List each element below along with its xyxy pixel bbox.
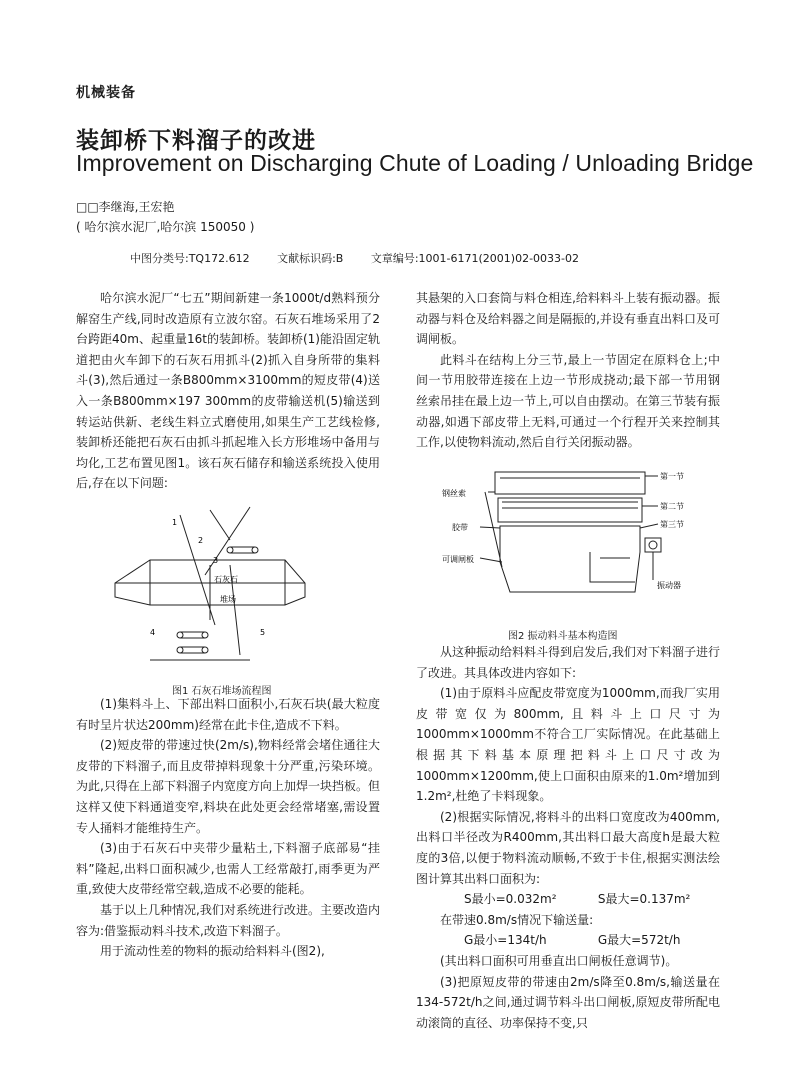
fig2-label-vibrator: 振动器 bbox=[657, 581, 681, 590]
figure-1-caption: 图1 石灰石堆场流程图 bbox=[172, 686, 272, 697]
formula-area bbox=[416, 889, 720, 910]
paragraph: 从这种振动给料料斗得到启发后,我们对下料溜子进行了改进。其具体改进内容如下: bbox=[416, 645, 720, 680]
figure-1-diagram bbox=[110, 505, 360, 675]
left-column-top bbox=[76, 288, 380, 494]
formula-s-min: S最小=0.032m² bbox=[464, 892, 557, 907]
fig1-number-3: 3 bbox=[213, 556, 219, 565]
figure-2-diagram bbox=[440, 462, 700, 622]
fig1-number-1: 1 bbox=[172, 518, 178, 527]
paragraph: (1)集料斗上、下部出料口面积小,石灰石块(最大粒度有时呈片状达200mm)经常在此卡住,造成不下料。 bbox=[76, 697, 380, 732]
fig1-number-2: 2 bbox=[198, 536, 204, 545]
paragraph: (2)根据实际情况,将料斗的出料口宽度改为400mm,出料口半径改为R400mm,其出料口最大高度h是最大粒度的3倍,以便于物料流动顺畅,不致于卡住,根据实测法绘图计算其出料口面积为: bbox=[416, 809, 720, 886]
formula-s-max: S最大=0.137m² bbox=[597, 892, 691, 907]
classification-line bbox=[130, 250, 603, 266]
article-title-cn: 装卸桥下料溜子的改进 bbox=[76, 128, 316, 154]
fig1-label-stone: 石灰石 bbox=[214, 575, 238, 584]
right-column-bottom bbox=[416, 642, 720, 1033]
clc-number: 中图分类号:TQ172.612 bbox=[130, 252, 250, 265]
paragraph: (2)短皮带的带速过快(2m/s),物料经常会堵住通往大皮带的下料溜子,而且皮带掉料现象十分严重,污染环境。为此,只得在上部下料溜子内宽度方向上加焊一块挡板。但这样又使下料通道变窄,料块在此处更会经常堵塞,需设置专人捅料才能维持生产。 bbox=[76, 738, 380, 835]
formula-throughput bbox=[416, 930, 720, 951]
figure-2-caption: 图2 振动料斗基本构造图 bbox=[508, 631, 618, 642]
article-number: 文章编号:1001-6171(2001)02-0033-02 bbox=[370, 252, 580, 265]
fig2-label-section2: 第二节 bbox=[660, 502, 684, 511]
paragraph: 此料斗在结构上分三节,最上一节固定在原料仓上;中间一节用胶带连接在上边一节形成挠动;最下部一节用钢丝索吊挂在最上边一节上,可以自由摆动。在第三节装有振动器,如遇下部皮带上无料,可通过一个行程开关来控制其工作,以使物料流动,然后自行关闭振动器。 bbox=[416, 352, 720, 450]
fig2-label-rope: 钢丝索 bbox=[442, 489, 466, 498]
fig1-label-pile: 堆场 bbox=[220, 595, 236, 604]
fig2-label-section3: 第三节 bbox=[660, 520, 684, 529]
formula-g-max: G最大=572t/h bbox=[597, 933, 681, 948]
fig1-number-5: 5 bbox=[260, 628, 266, 637]
paragraph: (1)由于原料斗应配皮带宽度为1000mm,而我厂实用皮带宽仅为800mm,且料斗上口尺寸为1000mm×1000mm不符合工厂实际情况。在此基础上根据其下料基本原理把料斗上口尺寸改为1000mm×1200mm,使上口面积由原来的1.0m²增加到1.2m²,杜绝了卡料现象。 bbox=[416, 686, 720, 804]
affiliation: ( 哈尔滨水泥厂,哈尔滨 150050 ) bbox=[76, 220, 255, 234]
article-title-en: Improvement on Discharging Chute of Loading / Unloading Bridge bbox=[76, 150, 754, 176]
right-column-top bbox=[416, 288, 720, 453]
formula-g-min: G最小=134t/h bbox=[464, 933, 547, 948]
paragraph: 其悬架的入口套筒与料仓相连,给料料斗上装有振动器。振动器与料仓及给料器之间是隔振的,并设有垂直出料口及可调闸板。 bbox=[416, 291, 720, 347]
paragraph: 基于以上几种情况,我们对系统进行改进。主要改造内容为:借鉴振动料斗技术,改造下料溜子。 bbox=[76, 902, 380, 938]
authors: □□李继海,王宏艳 bbox=[76, 200, 175, 214]
fig2-label-section1: 第一节 bbox=[660, 472, 684, 481]
fig1-number-4: 4 bbox=[150, 628, 156, 637]
paragraph: (3)把原短皮带的带速由2m/s降至0.8m/s,输送量在134-572t/h之间,通过调节料斗出口闸板,原短皮带所配电动滚筒的直径、功率保持不变,只 bbox=[416, 974, 720, 1030]
section-heading: 机械装备 bbox=[76, 85, 136, 101]
document-code: 文献标识码:B bbox=[277, 252, 344, 265]
left-column-bottom bbox=[76, 694, 380, 962]
paragraph: (其出料口面积可用垂直出口闸板任意调节)。 bbox=[440, 953, 678, 968]
paragraph: (3)由于石灰石中夹带少量粘土,下料溜子底部易“挂料”隆起,出料口面积减少,也需人工经常敲打,雨季更为严重,致使大皮带经常空载,造成不必要的能耗。 bbox=[76, 841, 380, 897]
fig2-label-belt: 胶带 bbox=[452, 523, 468, 532]
paragraph: 在带速0.8m/s情况下输送量: bbox=[440, 912, 594, 927]
paragraph: 用于流动性差的物料的振动给料料斗(图2), bbox=[100, 944, 325, 959]
fig2-label-gate: 可调闸板 bbox=[442, 555, 474, 564]
paragraph: 哈尔滨水泥厂“七五”期间新建一条1000t/d熟料预分解窑生产线,同时改造原有立波尔窑。石灰石堆场采用了2台跨距40m、起重量16t的装卸桥。装卸桥(1)能沿固定轨道把由火车卸下的石灰石用抓斗(2)抓入自身所带的集料斗(3),然后通过一条B800mm×3100mm的短皮带(4)送入一条B800mm×197 300mm的皮带输送机(5)输送到转运站供新、老线生料立式磨使用,如果生产工艺线检修,装卸桥还能把石灰石由抓斗抓起堆入长方形堆场中备用与均化,工艺布置见图1。该石灰石储存和输送系统投入使用后,存在以下问题: bbox=[76, 291, 380, 491]
